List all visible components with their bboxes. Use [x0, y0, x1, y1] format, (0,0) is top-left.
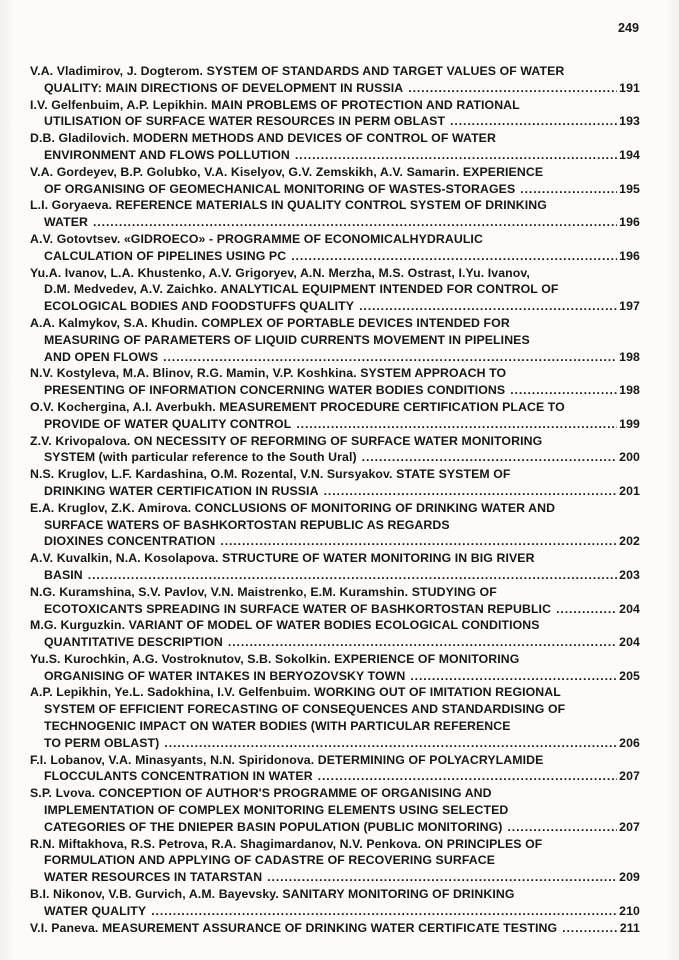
dot-leader: [228, 634, 617, 651]
toc-entry-page: 195: [619, 181, 640, 196]
toc-entry: [30, 617, 640, 651]
toc-entry-text: CALCULATION OF PIPELINES USING PC: [44, 248, 287, 263]
dot-leader: [362, 449, 618, 466]
toc-entry-text: AND OPEN FLOWS: [44, 349, 159, 364]
toc-entry-line: [30, 819, 640, 836]
toc-entry: [30, 684, 640, 751]
toc-entry-text: B.I. Nikonov, V.B. Gurvich, A.M. Bayevsky. SANITARY MONITORING OF DRINKING: [30, 887, 515, 902]
toc-entry: [30, 63, 640, 97]
toc-entry-text: PRESENTING OF INFORMATION CONCERNING WATER BODIES CONDITIONS: [44, 383, 506, 398]
dot-leader: [410, 668, 617, 685]
dot-leader: [163, 349, 617, 366]
toc-entry-line: [30, 567, 640, 584]
toc-entry-text: N.S. Kruglov, L.F. Kardashina, O.M. Rozental, V.N. Sursyakov. STATE SYSTEM OF: [30, 467, 511, 482]
toc-entry: [30, 785, 640, 835]
toc-entry-line: [30, 298, 640, 315]
toc-entry-text: L.I. Goryaeva. REFERENCE MATERIALS IN QUALITY CONTROL SYSTEM OF DRINKING: [30, 198, 547, 213]
toc-entry-text: UTILISATION OF SURFACE WATER RESOURCES IN PERM OBLAST: [44, 114, 446, 129]
toc-entry-line: [30, 533, 640, 550]
toc-entry-line: [30, 248, 640, 265]
toc-entry-text: Yu.S. Kurochkin, A.G. Vostroknutov, S.B. Sokolkin. EXPERIENCE OF MONITORING: [30, 651, 520, 666]
toc-entry: [30, 752, 640, 786]
toc-entry: [30, 651, 640, 685]
toc-entry-text: QUALITY: MAIN DIRECTIONS OF DEVELOPMENT IN RUSSIA: [44, 80, 404, 95]
toc-entry-text: A.V. Kuvalkin, N.A. Kosolapova. STRUCTURE OF WATER MONITORING IN BIG RIVER: [30, 551, 535, 566]
toc-entry-text: SURFACE WATERS OF BASHKORTOSTAN REPUBLIC AS REGARDS: [44, 517, 450, 532]
dot-leader: [291, 248, 617, 265]
dot-leader: [93, 214, 617, 231]
toc-entry-text: OF ORGANISING OF GEOMECHANICAL MONITORING OF WASTES-STORAGES: [44, 181, 516, 196]
toc-entry-line: [30, 768, 640, 785]
toc-entry-text: ORGANISING OF WATER INTAKES IN BERYOZOVSKY TOWN: [44, 668, 406, 683]
toc-entry-text: F.I. Lobanov, V.A. Minasyants, N.N. Spiridonova. DETERMINING OF POLYACRYLAMIDE: [30, 752, 544, 767]
toc-entry: [30, 836, 640, 886]
toc-entry-text: D.M. Medvedev, A.V. Zaichko. ANALYTICAL EQUIPMENT INTENDED FOR CONTROL OF: [44, 282, 559, 297]
toc-entry-line: [30, 920, 640, 937]
dot-leader: [324, 483, 618, 500]
toc-entry-text: TO PERM OBLAST): [44, 735, 160, 750]
toc-entry: [30, 500, 640, 550]
toc-entry: [30, 265, 640, 315]
toc-entry-text: WATER QUALITY: [44, 903, 147, 918]
toc-entry: [30, 584, 640, 618]
toc-entry-page: 194: [619, 147, 640, 162]
toc-entry-line: [30, 601, 640, 618]
toc-entry-text: N.V. Kostyleva, M.A. Blinov, R.G. Mamin, V.P. Koshkina. SYSTEM APPROACH TO: [30, 366, 507, 381]
toc-entry-line: [30, 483, 640, 500]
toc-entry-line: [30, 349, 640, 366]
toc-entry-text: A.V. Gotovtsev. «GIDROECO» - PROGRAMME OF ECONOMICALHYDRAULIC: [30, 231, 483, 246]
toc-entry-page: 210: [619, 903, 640, 918]
toc-entry-page: 202: [619, 534, 640, 549]
dot-leader: [151, 903, 617, 920]
toc-entry-page: 193: [619, 114, 640, 129]
toc-entry-text: WATER: [44, 215, 88, 230]
toc-entry-text: DRINKING WATER CERTIFICATION IN RUSSIA: [44, 483, 319, 498]
toc-entry-page: 200: [619, 450, 640, 465]
toc-entry-text: D.B. Gladilovich. MODERN METHODS AND DEVICES OF CONTROL OF WATER: [30, 131, 496, 146]
toc-entry-text: FORMULATION AND APPLYING OF CADASTRE OF RECOVERING SURFACE: [44, 853, 496, 868]
dot-leader: [408, 80, 617, 97]
toc-entry-page: 196: [619, 248, 640, 263]
dot-leader: [450, 113, 617, 130]
toc-entry-line: [30, 869, 640, 886]
dot-leader: [267, 869, 617, 886]
toc-entry-text: S.P. Lvova. CONCEPTION OF AUTHOR'S PROGRAMME OF ORGANISING AND: [30, 786, 492, 801]
toc-entry-text: I.V. Gelfenbuim, A.P. Lepikhin. MAIN PROBLEMS OF PROTECTION AND RATIONAL: [30, 97, 520, 112]
toc-entry-page: 209: [619, 870, 640, 885]
toc-entry-line: [30, 903, 640, 920]
toc-entry-page: 197: [619, 299, 640, 314]
table-of-contents: [30, 63, 640, 936]
dot-leader: [520, 181, 617, 198]
toc-entry-text: V.A. Gordeyev, B.P. Golubko, V.A. Kiselyov, G.V. Zemskikh, A.V. Samarin. EXPERIENCE: [30, 164, 544, 179]
dot-leader: [318, 768, 618, 785]
toc-entry-page: 198: [619, 383, 640, 398]
toc-entry-page: 207: [619, 819, 640, 834]
toc-entry-line: [30, 113, 640, 130]
toc-entry: [30, 550, 640, 584]
dot-leader: [220, 533, 617, 550]
page-number: 249: [617, 21, 639, 35]
dot-leader: [507, 819, 617, 836]
toc-entry-text: A.A. Kalmykov, S.A. Khudin. COMPLEX OF PORTABLE DEVICES INTENDED FOR: [30, 315, 510, 330]
toc-entry-text: CATEGORIES OF THE DNIEPER BASIN POPULATION (PUBLIC MONITORING): [44, 819, 503, 834]
toc-entry-text: SYSTEM (with particular reference to the South Ural): [44, 450, 357, 465]
toc-entry-page: 199: [619, 416, 640, 431]
toc-entry-text: V.A. Vladimirov, J. Dogterom. SYSTEM OF STANDARDS AND TARGET VALUES OF WATER: [30, 64, 565, 78]
toc-entry-text: N.G. Kuramshina, S.V. Pavlov, V.N. Maistrenko, E.M. Kuramshin. STUDYING OF: [30, 584, 497, 599]
toc-entry-text: O.V. Kochergina, A.I. Averbukh. MEASUREMENT PROCEDURE CERTIFICATION PLACE TO: [30, 399, 565, 414]
dot-leader: [510, 382, 617, 399]
toc-entry-page: 205: [619, 668, 640, 683]
toc-entry-line: [30, 80, 640, 97]
page-header: [30, 20, 640, 37]
toc-entry-page: 204: [619, 601, 640, 616]
toc-entry-text: DIOXINES CONCENTRATION: [44, 534, 216, 549]
toc-entry-text: E.A. Kruglov, Z.K. Amirova. CONCLUSIONS OF MONITORING OF DRINKING WATER AND: [30, 500, 556, 515]
toc-entry-text: V.I. Paneva. MEASUREMENT ASSURANCE OF DRINKING WATER CERTIFICATE TESTING: [30, 920, 558, 935]
toc-entry-page: 191: [619, 80, 640, 95]
toc-entry-text: A.P. Lepikhin, Ye.L. Sadokhina, I.V. Gelfenbuim. WORKING OUT OF IMITATION REGIONAL: [30, 685, 561, 700]
toc-entry: [30, 466, 640, 500]
toc-entry-text: ECOTOXICANTS SPREADING IN SURFACE WATER OF BASHKORTOSTAN REPUBLIC: [44, 601, 552, 616]
toc-entry-line: [30, 416, 640, 433]
toc-entry-line: [30, 668, 640, 685]
toc-entry-text: M.G. Kurguzkin. VARIANT OF MODEL OF WATER BODIES ECOLOGICAL CONDITIONS: [30, 618, 540, 633]
dot-leader: [556, 601, 617, 618]
toc-entry-text: Z.V. Krivopalova. ON NECESSITY OF REFORMING OF SURFACE WATER MONITORING: [30, 433, 543, 448]
toc-entry-page: 207: [619, 769, 640, 784]
dot-leader: [295, 147, 617, 164]
dot-leader: [359, 298, 617, 315]
toc-entry-page: 198: [619, 349, 640, 364]
toc-entry: [30, 365, 640, 399]
toc-entry: [30, 920, 640, 937]
toc-entry: [30, 886, 640, 920]
toc-entry-text: SYSTEM OF EFFICIENT FORECASTING OF CONSEQUENCES AND STANDARDISING OF: [44, 702, 566, 717]
toc-entry-line: [30, 449, 640, 466]
dot-leader: [562, 920, 618, 937]
toc-entry: [30, 315, 640, 365]
dot-leader: [164, 735, 617, 752]
toc-entry-text: QUANTITATIVE DESCRIPTION: [44, 635, 223, 650]
toc-entry-text: ENVIRONMENT AND FLOWS POLLUTION: [44, 147, 290, 162]
toc-entry-text: MEASURING OF PARAMETERS OF LIQUID CURRENTS MOVEMENT IN PIPELINES: [44, 332, 530, 347]
toc-entry: [30, 130, 640, 164]
toc-entry-text: PROVIDE OF WATER QUALITY CONTROL: [44, 416, 292, 431]
dot-leader: [88, 567, 617, 584]
toc-entry-text: TECHNOGENIC IMPACT ON WATER BODIES (WITH PARTICULAR REFERENCE: [44, 719, 511, 734]
toc-entry-page: 204: [619, 635, 640, 650]
toc-entry-page: 201: [619, 483, 640, 498]
dot-leader: [296, 416, 617, 433]
toc-entry: [30, 399, 640, 433]
toc-entry: [30, 433, 640, 467]
toc-entry-text: IMPLEMENTATION OF COMPLEX MONITORING ELEMENTS USING SELECTED: [44, 803, 509, 818]
toc-entry: [30, 197, 640, 231]
toc-entry-text: FLOCCULANTS CONCENTRATION IN WATER: [44, 769, 313, 784]
toc-entry-line: [30, 214, 640, 231]
toc-entry-text: BASIN: [44, 567, 83, 582]
toc-entry-text: ECOLOGICAL BODIES AND FOODSTUFFS QUALITY: [44, 299, 355, 314]
toc-entry: [30, 231, 640, 265]
toc-entry-line: [30, 147, 640, 164]
toc-entry-line: [30, 382, 640, 399]
toc-entry-page: 211: [619, 920, 640, 935]
toc-entry-page: 196: [619, 215, 640, 230]
toc-entry-text: WATER RESOURCES IN TATARSTAN: [44, 870, 263, 885]
toc-entry-line: [30, 735, 640, 752]
toc-entry-page: 203: [619, 567, 640, 582]
toc-entry-page: 206: [619, 735, 640, 750]
toc-entry-text: Yu.A. Ivanov, L.A. Khustenko, A.V. Grigoryev, A.N. Merzha, M.S. Ostrast, I.Yu. Ivanov,: [30, 265, 530, 280]
toc-entry-line: [30, 181, 640, 198]
toc-entry-text: R.N. Miftakhova, R.S. Petrova, R.A. Shagimardanov, N.V. Penkova. ON PRINCIPLES OF: [30, 836, 543, 851]
toc-entry-line: [30, 634, 640, 651]
toc-entry: [30, 164, 640, 198]
toc-entry: [30, 97, 640, 131]
